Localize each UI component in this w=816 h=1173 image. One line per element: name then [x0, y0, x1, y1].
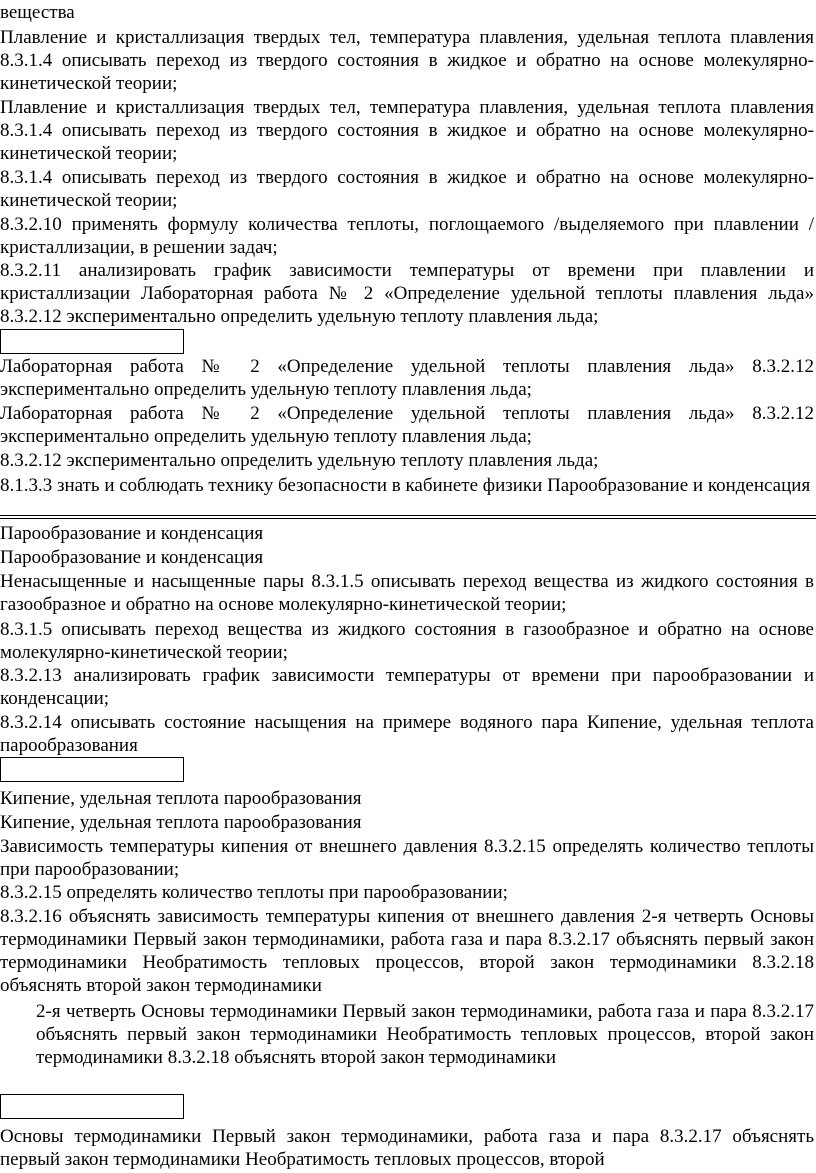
text-block-14: 8.3.1.5 описывать переход вещества из жидкого состояния в газообразное и обратно на основе молекулярно-кинетической теории;: [0, 619, 814, 663]
text-block-5: 8.3.2.10 применять формулу количества теплоты, поглощаемого /выделяемого при плавлении /кристаллизации, в решении задач;: [0, 214, 814, 258]
text-block-22: 2-я четверть Основы термодинамики Первый закон термодинамики, работа газа и пара 8.3.2.17 объяснять первый закон термодинамики Необратимость тепловых процессов, второй закон термодинамики 8.3.2.18 объяснять второй закон термодинамики: [36, 1001, 814, 1068]
text-block-19: Зависимость температуры кипения от внешнего давления 8.3.2.15 определять количество теплоты при парообразовании;: [0, 836, 814, 880]
text-block-9: 8.3.2.12 экспериментально определить удельную теплоту плавления льда;: [0, 450, 599, 471]
table-rule-top: [0, 515, 816, 516]
text-block-8: Лабораторная работа № 2 «Определение удельной теплоты плавления льда» 8.3.2.12 экспериментально определить удельную теплоту плавления льда;: [0, 403, 814, 447]
text-block-4: 8.3.1.4 описывать переход из твердого состояния в жидкое и обратно на основе молекулярно-кинетической теории;: [0, 167, 814, 211]
text-block-13: Ненасыщенные и насыщенные пары 8.3.1.5 описывать переход вещества из жидкого состояния в газообразное и обратно на основе молекулярно-кинетической теории;: [0, 571, 814, 615]
text-block-17: Кипение, удельная теплота парообразования: [0, 788, 362, 809]
table-rule-bottom: [0, 518, 816, 519]
text-block-7: Лабораторная работа № 2 «Определение удельной теплоты плавления льда» 8.3.2.12 экспериментально определить удельную теплоту плавления льда;: [0, 356, 814, 400]
text-block-11: Парообразование и конденсация: [0, 523, 264, 544]
text-block-21: 8.3.2.16 объяснять зависимость температуры кипения от внешнего давления 2-я четверть Основы термодинамики Первый закон термодинамики, работа газа и пара 8.3.2.17 объяснять первый закон термодинамики Необратимость тепловых процессов, второй закон термодинамики 8.3.2.18 объяснять второй закон термодинамики: [0, 906, 814, 996]
empty-cell-1: [0, 329, 184, 354]
empty-cell-2: [0, 757, 184, 782]
text-block-1: вещества: [0, 2, 75, 23]
text-block-20: 8.3.2.15 определять количество теплоты при парообразовании;: [0, 882, 508, 903]
text-block-18: Кипение, удельная теплота парообразования: [0, 812, 362, 833]
empty-cell-3: [0, 1094, 184, 1119]
text-block-2: Плавление и кристаллизация твердых тел, температура плавления, удельная теплота плавления 8.3.1.4 описывать переход из твердого состояния в жидкое и обратно на основе молекулярно-кинетической теории;: [0, 27, 814, 94]
text-block-23: Основы термодинамики Первый закон термодинамики, работа газа и пара 8.3.2.17 объяснять первый закон термодинамики Необратимость тепловых процессов, второй: [0, 1126, 814, 1170]
text-block-16: 8.3.2.14 описывать состояние насыщения на примере водяного пара Кипение, удельная теплота парообразования: [0, 712, 814, 756]
text-block-6: 8.3.2.11 анализировать график зависимости температуры от времени при плавлении и кристаллизации Лабораторная работа № 2 «Определение удельной теплоты плавления льда» 8.3.2.12 экспериментально определить удельную теплоту плавления льда;: [0, 260, 814, 327]
text-block-3: Плавление и кристаллизация твердых тел, температура плавления, удельная теплота плавления 8.3.1.4 описывать переход из твердого состояния в жидкое и обратно на основе молекулярно-кинетической теории;: [0, 97, 814, 164]
text-block-15: 8.3.2.13 анализировать график зависимости температуры от времени при парообразовании и конденсации;: [0, 665, 814, 709]
text-block-10: 8.1.3.3 знать и соблюдать технику безопасности в кабинете физики Парообразование и конденсация: [0, 475, 811, 496]
text-block-12: Парообразование и конденсация: [0, 547, 264, 568]
